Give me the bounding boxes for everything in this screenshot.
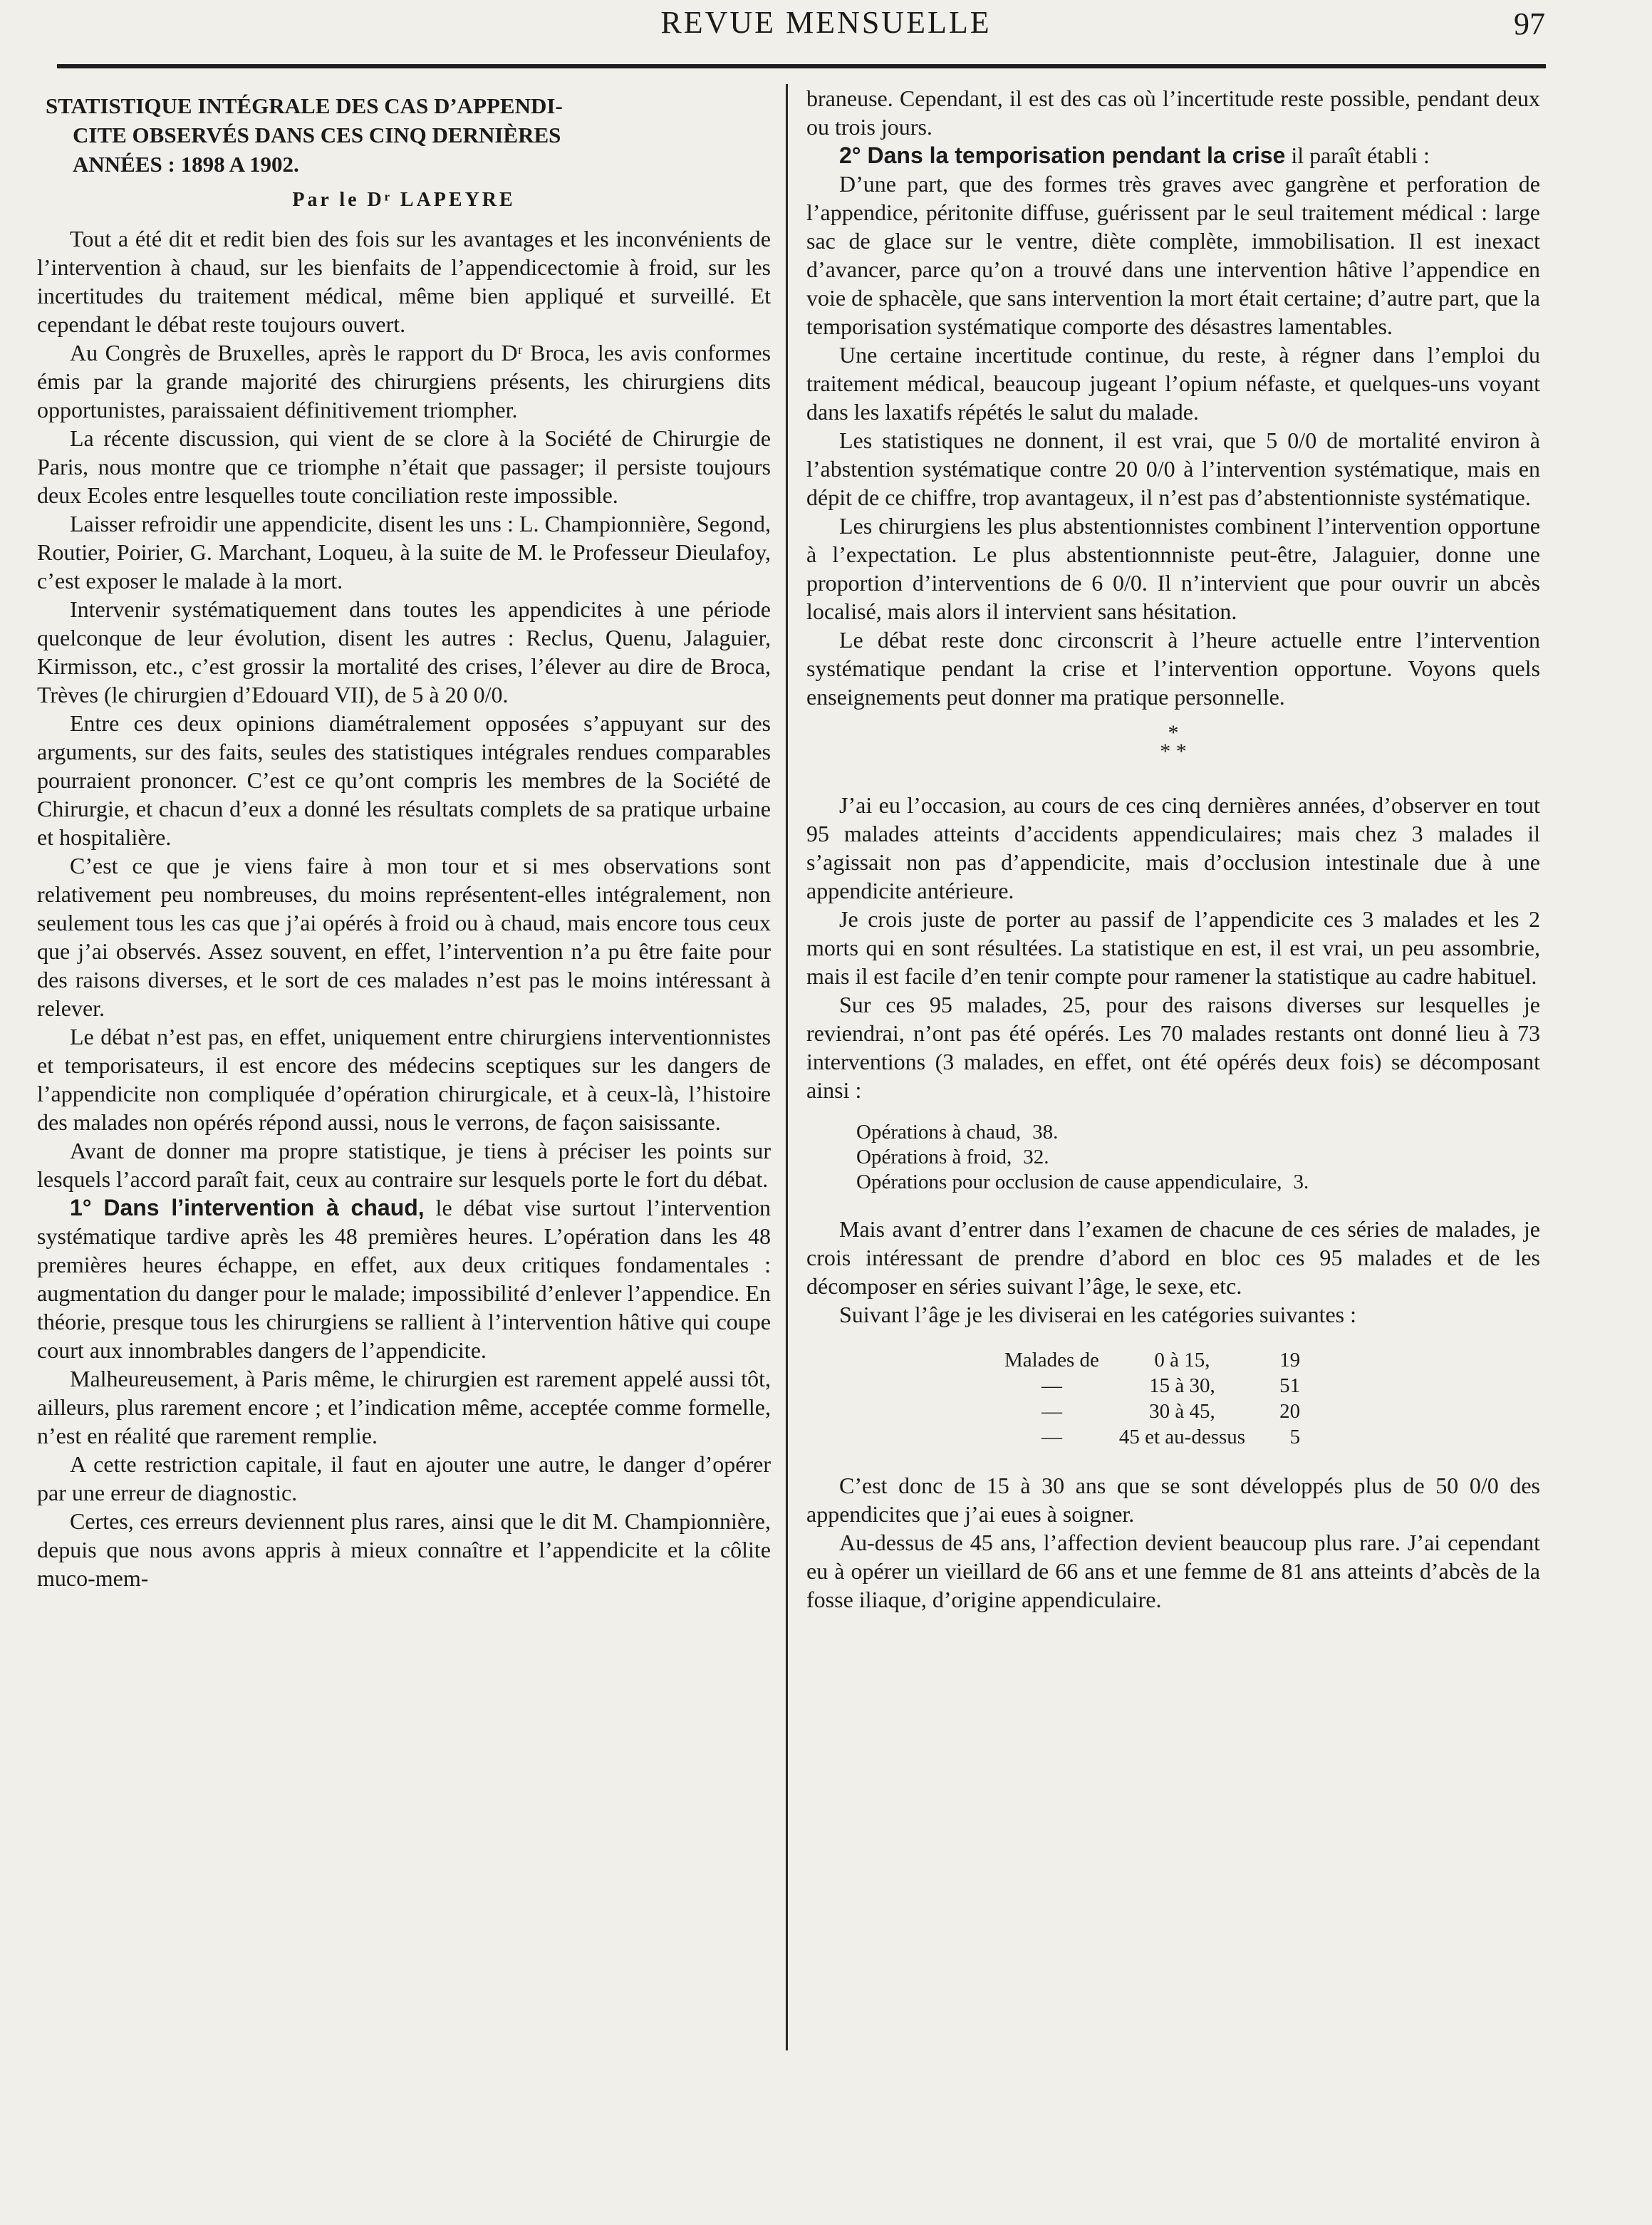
- table-row: [999, 1424, 1306, 1450]
- operations-list: [856, 1120, 1540, 1195]
- title-line-2: CITE OBSERVÉS DANS CES CINQ DERNIÈRES: [73, 123, 561, 147]
- paragraph: Les chirurgiens les plus abstentionnistes combinent l’intervention opportune à l’expectation. Le plus abstentionnniste peut-être, Jalaguier, donne une proportion d’interventions de 6 0/0. Il n’intervient que pour ouvrir un abcès localisé, mais alors il intervient sans hésitation.: [806, 513, 1540, 624]
- paragraph: La récente discussion, qui vient de se clore à la Société de Chirurgie de Paris, nous montre que ce triomphe n’était que passager; il persiste toujours deux Ecoles entre lesquelles toute conciliation reste impossible.: [37, 425, 771, 508]
- age-count: 19: [1279, 1349, 1301, 1371]
- age-label: —: [1041, 1400, 1062, 1423]
- paragraph: C’est ce que je viens faire à mon tour et si mes observations sont relativement peu nombreuses, du moins représentent-elles intégralement, non seulement tous les cas que j’ai opérés à froid ou à chaud, mais encore tous ceux que j’ai observés. Assez souvent, en effet, l’intervention n’a pu être faite pour des raisons diverses, et le sort de ces malades n’est pas le moins intéressant à relever.: [37, 853, 771, 1021]
- paragraph: D’une part, que des formes très graves avec gangrène et perforation de l’appendice, péritonite diffuse, guérissent par le seul traitement médical : large sac de glace sur le ventre, diète complète, immobilisation. Il est inexact d’avancer, parce qu’on a trouvé dans une intervention hâtive l’appendice en voie de sphacèle, que sans intervention la mort était certaine; d’autre part, que la temporisation systématique comporte des désastres lamentables.: [806, 171, 1540, 339]
- paragraph: Sur ces 95 malades, 25, pour des raisons diverses sur lesquelles je reviendrai, n’ont pas été opérés. Les 70 malades restants ont donné lieu à 73 interventions (3 malades, en effet, ont été opérés deux fois) se décomposant ainsi :: [806, 992, 1540, 1103]
- age-count: 51: [1279, 1374, 1301, 1397]
- paragraph: Suivant l’âge je les diviserai en les catégories suivantes :: [839, 1302, 1356, 1327]
- operation-label: Opérations à chaud,: [856, 1121, 1022, 1143]
- table-row: [999, 1373, 1306, 1399]
- title-line-3: ANNÉES : 1898 A 1902.: [73, 152, 299, 177]
- age-range: 30 à 45,: [1149, 1400, 1215, 1423]
- paragraph: Je crois juste de porter au passif de l’appendicite ces 3 malades et les 2 morts qui en sont résultées. La statistique en est, il est vrai, un peu assombrie, mais il est facile d’en tenir compte pour ramener la statistique au cadre habituel.: [806, 906, 1540, 989]
- age-label: —: [1041, 1426, 1062, 1448]
- paragraph: Les statistiques ne donnent, il est vrai, que 5 0/0 de mortalité environ à l’abstention systématique contre 20 0/0 à l’intervention systématique, mais en dépit de ce chiffre, trop avantageux, il n’est pas d’abstentionniste systématique.: [806, 427, 1540, 510]
- point-2-lead: 2° Dans la temporisation pendant la crise: [839, 142, 1286, 168]
- paragraph: C’est donc de 15 à 30 ans que se sont développés plus de 50 0/0 des appendicites que j’ai eues à soigner.: [806, 1473, 1540, 1527]
- operations-row: [856, 1170, 1540, 1195]
- paragraph: Le débat reste donc circonscrit à l’heure actuelle entre l’intervention systématique pendant la crise et l’intervention opportune. Voyons quels enseignements peut donner ma pratique personnelle.: [806, 627, 1540, 710]
- header-rule: [57, 64, 1546, 68]
- operations-row: [856, 1120, 1540, 1145]
- paragraph: Une certaine incertitude continue, du reste, à régner dans l’emploi du traitement médical, beaucoup jugeant l’opium néfaste, et quelques-uns voyant dans les laxatifs répétés le salut du malade.: [806, 342, 1540, 425]
- article-title: [46, 91, 771, 179]
- right-column: [806, 84, 1540, 2050]
- age-range: 0 à 15,: [1154, 1349, 1210, 1371]
- paragraph: Le débat n’est pas, en effet, uniquement entre chirurgiens interventionnistes et temporisateurs, il est encore des médecins sceptiques sur les dangers de l’appendicite non compliquée d’opération chirurgicale, et à ceux-là, l’histoire des malades non opérés répond aussi, nous le verrons, de façon saisissante.: [37, 1024, 771, 1135]
- paragraph-point-2: [806, 141, 1540, 170]
- column-divider: [786, 84, 788, 2050]
- asterism: [806, 721, 1540, 763]
- age-table: [999, 1347, 1306, 1450]
- asterism-bottom: * *: [1160, 740, 1187, 763]
- age-count: 5: [1289, 1426, 1301, 1448]
- operation-value: 3.: [1293, 1171, 1309, 1193]
- left-column: [37, 84, 771, 2050]
- age-label: Malades de: [1004, 1349, 1099, 1371]
- age-count: 20: [1279, 1400, 1301, 1423]
- paragraph: Intervenir systématiquement dans toutes les appendicites à une période quelconque de leur évolution, disent les autres : Reclus, Quenu, Jalaguier, Kirmisson, etc., c’est grossir la mortalité des crises, l’élever au dire de Broca, Trèves (le chirurgien d’Edouard VII), de 5 à 20 0/0.: [37, 596, 771, 707]
- paragraph-continued: braneuse. Cependant, il est des cas où l’incertitude reste possible, pendant deux ou trois jours.: [806, 85, 1540, 140]
- running-title: REVUE MENSUELLE: [660, 5, 992, 40]
- age-range: 45 et au-dessus: [1118, 1426, 1246, 1448]
- paragraph: Tout a été dit et redit bien des fois sur les avantages et les inconvénients de l’intervention à chaud, sur les bienfaits de l’appendicectomie à froid, sur les incertitudes du traitement médical, même bien appliqué et surveillé. Et cependant le débat reste toujours ouvert.: [37, 226, 771, 337]
- paragraph: Entre ces deux opinions diamétralement opposées s’appuyant sur des arguments, sur des faits, seules des statistiques intégrales rendues comparables pourraient prononcer. C’est ce qu’ont compris les membres de la Société de Chirurgie, et chacun d’eux a donné les résultats complets de sa pratique urbaine et hospitalière.: [37, 710, 771, 850]
- operation-value: 32.: [1023, 1146, 1049, 1168]
- point-1-lead: 1° Dans l’intervention à chaud,: [70, 1195, 425, 1220]
- age-range: 15 à 30,: [1149, 1374, 1215, 1397]
- operation-label: Opérations à froid,: [856, 1146, 1012, 1168]
- point-2-text: il paraît établi :: [1285, 142, 1430, 168]
- operation-value: 38.: [1032, 1121, 1059, 1143]
- paragraph: Laisser refroidir une appendicite, disent les uns : L. Championnière, Segond, Routier, Poirier, G. Marchant, Loqueu, à la suite de M. le Professeur Dieulafoy, c’est exposer le malade à la mort.: [37, 511, 771, 593]
- table-row: [999, 1347, 1306, 1373]
- paragraph: A cette restriction capitale, il faut en ajouter une autre, le danger d’opérer par une erreur de diagnostic.: [37, 1451, 771, 1505]
- paragraph-point-1: [37, 1193, 771, 1364]
- title-line-1: STATISTIQUE INTÉGRALE DES CAS D’APPENDI-: [46, 93, 563, 118]
- paragraph: Au-dessus de 45 ans, l’affection devient beaucoup plus rare. J’ai cependant eu à opérer un vieillard de 66 ans et une femme de 81 ans atteints d’abcès de la fosse iliaque, d’origine appendiculaire.: [806, 1530, 1540, 1612]
- asterism-top: *: [1168, 721, 1179, 745]
- paragraph: J’ai eu l’occasion, au cours de ces cinq dernières années, d’observer en tout 95 malades atteints d’accidents appendiculaires; mais chez 3 malades il s’agissait non pas d’appendicite, mais d’occlusion intestinale due à une appendicite antérieure.: [806, 792, 1540, 903]
- paragraph: Certes, ces erreurs deviennent plus rares, ainsi que le dit M. Championnière, depuis que nous avons appris à mieux connaître et l’appendicite et la côlite muco-mem-: [37, 1508, 771, 1591]
- paragraph: Au Congrès de Bruxelles, après le rapport du Dʳ Broca, les avis conformes émis par la grande majorité des chirurgiens présents, les chirurgiens dits opportunistes, paraissaient définitivement triompher.: [37, 340, 771, 422]
- page-number: 97: [1514, 6, 1545, 41]
- age-label: —: [1041, 1374, 1062, 1397]
- operation-label: Opérations pour occlusion de cause appendiculaire,: [856, 1171, 1282, 1193]
- paragraph: Malheureusement, à Paris même, le chirurgien est rarement appelé aussi tôt, ailleurs, plus rarement encore ; et l’indication même, acceptée comme formelle, n’est en réalité que rarement remplie.: [37, 1366, 771, 1448]
- operations-row: [856, 1145, 1540, 1170]
- table-row: [999, 1399, 1306, 1424]
- paragraph: Avant de donner ma propre statistique, je tiens à préciser les points sur lesquels l’accord paraît fait, ceux au contraire sur lesquels porte le fort du débat.: [37, 1138, 771, 1192]
- paragraph: Mais avant d’entrer dans l’examen de chacune de ces séries de malades, je crois intéressant de prendre d’abord en bloc ces 95 malades et de les décomposer en séries suivant l’âge, le sexe, etc.: [806, 1216, 1540, 1299]
- point-1-text: le débat vise surtout l’intervention systématique tardive après les 48 premières heures. L’opération dans les 48 premières heures échappe, en effet, aux deux critiques fondamentales : augmentation du danger pour le malade; impossibilité d’enlever l’appendice. En théorie, presque tous les chirurgiens se rallient à l’intervention hâtive qui coupe court aux innombrables dangers de l’appendicite.: [37, 1195, 771, 1363]
- byline: Par le Dʳ LAPEYRE: [292, 189, 516, 211]
